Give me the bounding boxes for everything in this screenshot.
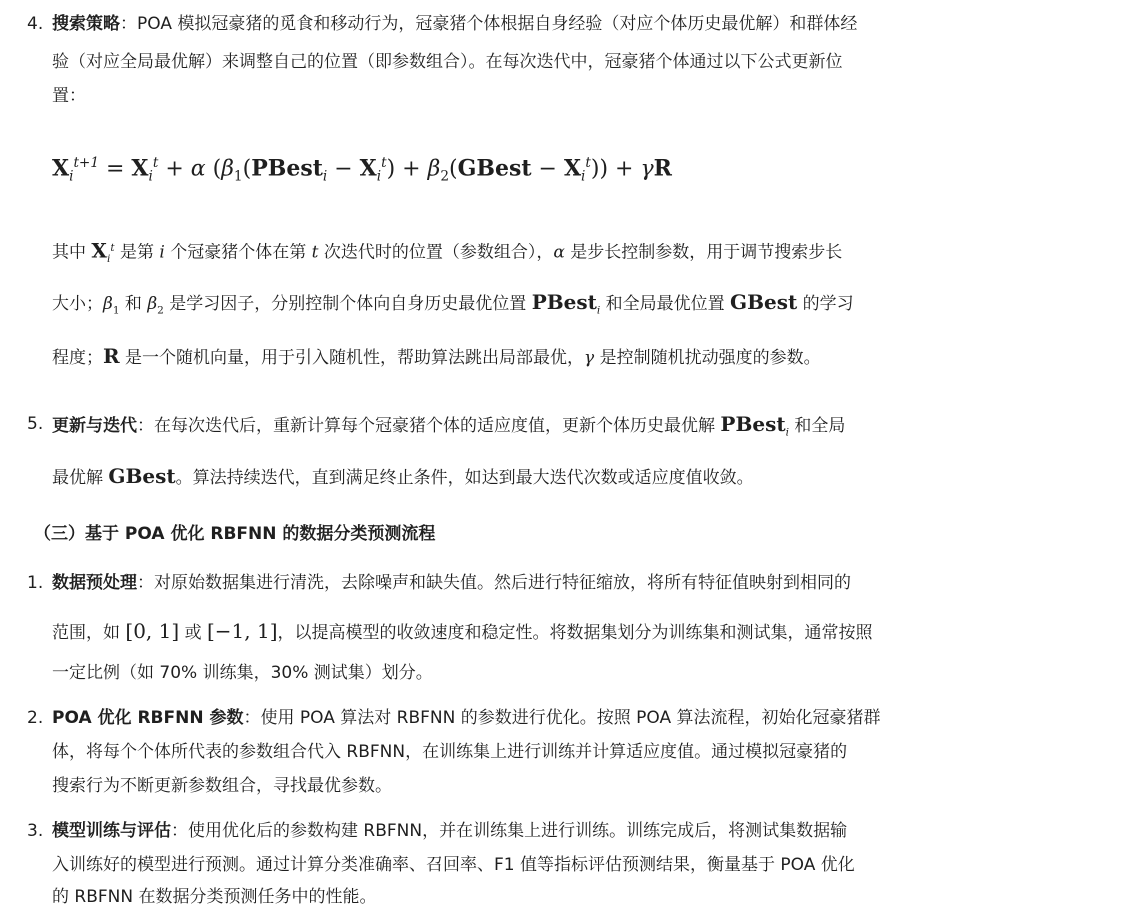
formula-i: i [322, 168, 328, 185]
formula-minus: − [531, 156, 564, 182]
formula-X: X [52, 155, 70, 182]
formula-i: i [69, 168, 74, 185]
math-beta: β [147, 294, 158, 314]
formula-paren: )) [590, 156, 609, 182]
list-number: 2. [27, 708, 44, 728]
math-range: [−1, 1] [207, 619, 278, 643]
formula-i: i [581, 168, 586, 185]
item-title: 更新与迭代 [52, 416, 137, 436]
paragraph-line [52, 706, 881, 730]
formula-R: R [653, 155, 672, 182]
math-GBest: GBest [730, 290, 798, 314]
list-number: 5. [27, 414, 44, 434]
text: ：使用 POA 算法对 RBFNN 的参数进行优化。按照 POA 算法流程，初始化冠豪猪群 [243, 708, 881, 728]
formula-sub-2: 2 [440, 168, 449, 185]
math-GBest: GBest [108, 464, 176, 488]
math-PBest: PBest [531, 290, 597, 314]
formula-alpha: α [190, 156, 206, 182]
text: 和 [119, 294, 148, 314]
math-range: [0, 1] [125, 619, 180, 643]
paragraph-line [52, 819, 847, 843]
text: 其中 [52, 242, 92, 263]
text: 是第 [114, 242, 160, 263]
paragraph-line [52, 290, 854, 322]
math-beta: β [103, 294, 113, 314]
math-R: R [103, 344, 120, 368]
item-title: 数据预处理 [52, 573, 137, 593]
text: 是控制随机扰动强度的参数。 [594, 348, 821, 368]
math-X: X [91, 238, 107, 263]
formula-gamma: γ [640, 156, 654, 182]
update-formula [52, 148, 672, 192]
formula-paren: ) [386, 156, 396, 182]
paragraph-line: 置： [52, 86, 86, 106]
text: 和全局 [788, 416, 846, 436]
text: 次迭代时的位置（参数组合）， [318, 242, 554, 263]
math-i: i [596, 304, 601, 317]
formula-plus: + [608, 156, 641, 182]
formula-beta: β [221, 156, 234, 182]
text: ：使用优化后的参数构建 RBFNN，并在训练集上进行训练。训练完成后，将测试集数据输 [171, 821, 848, 841]
text: ，以提高模型的收敛速度和稳定性。将数据集划分为训练集和测试集，通常按照 [277, 623, 873, 643]
item-title: POA 优化 RBFNN 参数 [52, 708, 244, 728]
text: 是步长控制参数，用于调节搜索步长 [564, 242, 843, 263]
formula-beta: β [427, 156, 441, 182]
item-title: 模型训练与评估 [52, 821, 171, 841]
section-heading: （三）基于 POA 优化 RBFNN 的数据分类预测流程 [34, 524, 436, 544]
math-i: i [106, 253, 111, 266]
text: 的学习 [797, 294, 854, 314]
math-PBest: PBest [720, 412, 786, 436]
paragraph-line: 验（对应全局最优解）来调整自己的位置（即参数组合）。在每次迭代中，冠豪猪个体通过以下公式更新位 [52, 52, 843, 72]
paragraph-line: 一定比例（如 70% 训练集，30% 测试集）划分。 [52, 663, 433, 683]
formula-paren: ( [242, 156, 252, 182]
formula-t-plus-1: t+1 [73, 155, 99, 171]
math-gamma: γ [584, 348, 595, 368]
formula-eq: = [99, 156, 132, 182]
item-title: 搜索策略 [52, 14, 120, 34]
formula-GBest: GBest [457, 155, 532, 182]
paragraph-line [52, 12, 857, 36]
text: 是一个随机向量，用于引入随机性，帮助算法跳出局部最优， [119, 348, 585, 368]
paragraph-line [52, 571, 851, 595]
formula-i: i [148, 168, 153, 185]
formula-paren: ( [205, 156, 222, 182]
text: 个冠豪猪个体在第 [164, 242, 312, 263]
paragraph-line [52, 344, 821, 370]
paragraph-line: 搜索行为不断更新参数组合，寻找最优参数。 [52, 776, 392, 796]
text: 。算法持续迭代，直到满足终止条件，如达到最大迭代次数或适应度值收敛。 [175, 468, 754, 488]
text: 范围，如 [52, 623, 126, 643]
math-i: i [159, 242, 165, 263]
text: 大小； [52, 294, 103, 314]
formula-X: X [131, 155, 149, 182]
list-number: 4. [27, 14, 44, 34]
text: 最优解 [52, 468, 109, 488]
math-alpha: α [553, 242, 565, 263]
text: 是学习因子，分别控制个体向自身历史最优位置 [163, 294, 532, 314]
formula-minus: − [327, 156, 360, 182]
math-t: t [110, 242, 115, 254]
math-sub-1: 1 [112, 304, 120, 317]
formula-plus: + [395, 156, 428, 182]
math-sub-2: 2 [157, 304, 164, 317]
text: 或 [179, 623, 207, 643]
text: ：对原始数据集进行清洗，去除噪声和缺失值。然后进行特征缩放，将所有特征值映射到相同的 [137, 573, 851, 593]
formula-paren: ( [448, 156, 458, 182]
paragraph-line [52, 412, 845, 444]
formula-i: i [376, 168, 382, 185]
text: 程度； [52, 348, 103, 368]
paragraph-line [52, 464, 754, 490]
formula-t: t [585, 155, 591, 171]
formula-plus: + [158, 156, 191, 182]
paragraph-line [52, 619, 873, 645]
text: ：在每次迭代后，重新计算每个冠豪猪个体的适应度值，更新个体历史最优解 [137, 416, 721, 436]
paragraph-line: 体，将每个个体所代表的参数组合代入 RBFNN，在训练集上进行训练并计算适应度值。通过模拟冠豪猪的 [52, 742, 848, 762]
list-number: 3. [27, 821, 44, 841]
math-i: i [785, 426, 789, 439]
paragraph-line [52, 236, 842, 271]
formula-t: t [381, 155, 387, 171]
list-number: 1. [27, 573, 44, 593]
paragraph-line: 的 RBFNN 在数据分类预测任务中的性能。 [52, 887, 377, 907]
formula-t: t [152, 155, 159, 171]
text: 和全局最优位置 [600, 294, 731, 314]
formula-X: X [563, 155, 582, 182]
math-t: t [311, 242, 319, 263]
text: ：POA 模拟冠豪猪的觅食和移动行为，冠豪猪个体根据自身经验（对应个体历史最优解）和群体经 [120, 14, 858, 34]
formula-sub-1: 1 [233, 168, 243, 185]
paragraph-line: 入训练好的模型进行预测。通过计算分类准确率、召回率、F1 值等指标评估预测结果，衡量基于 POA 优化 [52, 855, 855, 875]
formula-PBest: PBest [251, 155, 323, 182]
formula-X: X [359, 155, 377, 182]
